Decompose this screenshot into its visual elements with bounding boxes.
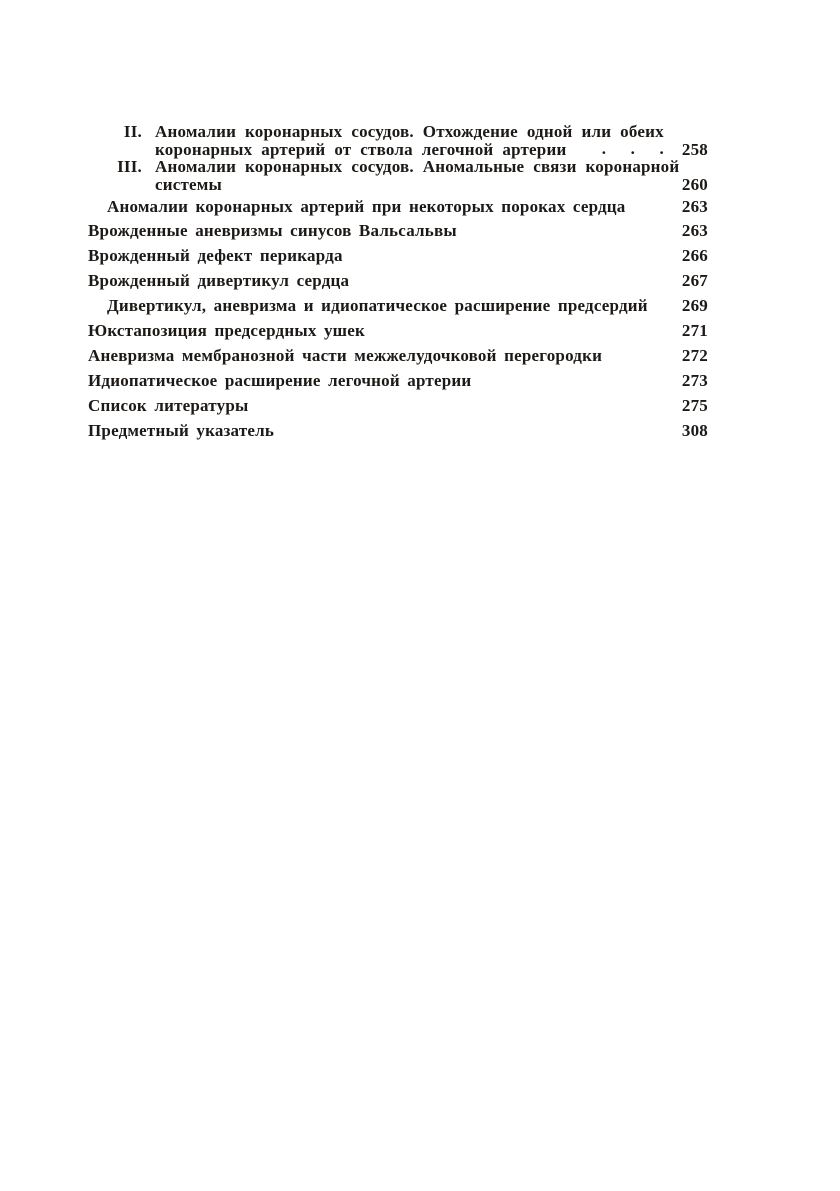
entry-title: Идиопатическое расширение легочной артерии <box>88 371 472 390</box>
entry-page-number: 258 <box>681 139 708 159</box>
entry-title: Врожденные аневризмы синусов Вальсальвы <box>88 221 457 240</box>
entry-title: Список литературы <box>88 396 249 415</box>
toc-entry-row <box>88 372 708 390</box>
entry-page-number: 269 <box>681 296 708 315</box>
toc-entry-row <box>88 422 708 440</box>
entry-title-line: Аномалии коронарных сосудов. Отхождение одной или обеих <box>155 122 664 141</box>
toc-entry-row <box>88 347 708 365</box>
entry-page-number: 267 <box>681 271 708 290</box>
entry-page-number: 263 <box>681 197 708 216</box>
toc-entry-row <box>88 158 708 193</box>
entry-page-number: 263 <box>681 221 708 240</box>
entry-title-line: системы <box>155 174 223 194</box>
entry-title-line: Аномалии коронарных сосудов. Аномальные связи коронарной <box>155 157 680 176</box>
toc-entry-row <box>88 198 708 216</box>
toc-entry-text-block <box>88 157 680 194</box>
entry-title: Юкстапозиция предсердных ушек <box>88 321 365 340</box>
toc-entry-row <box>88 297 708 315</box>
entry-roman-numeral: III. <box>117 157 142 176</box>
entry-title: Предметный указатель <box>88 421 275 440</box>
entry-page-number: 271 <box>681 321 708 340</box>
entry-page-number: 273 <box>681 371 708 390</box>
entry-page-number: 275 <box>681 396 708 415</box>
toc-entry-row <box>88 397 708 415</box>
toc-entry-row <box>88 222 708 240</box>
entry-page-number: 260 <box>681 174 708 194</box>
leader-dots: . . . <box>601 138 664 158</box>
entry-title: Аневризма мембранозной части межжелудочковой перегородки <box>88 346 603 365</box>
entry-title: Врожденный дивертикул сердца <box>88 271 350 290</box>
toc-entry-row <box>88 123 708 158</box>
toc-entry-row <box>88 322 708 340</box>
entry-page-number: 266 <box>681 246 708 265</box>
entry-page-number: 272 <box>681 346 708 365</box>
entry-title: Дивертикул, аневризма и идиопатическое расширение предсердий <box>107 296 648 315</box>
toc-entry-row <box>88 272 708 290</box>
entry-title: Аномалии коронарных артерий при некоторых пороках сердца <box>107 197 626 216</box>
toc-entry-text-block <box>88 123 674 158</box>
entry-page-number: 308 <box>681 421 708 440</box>
table-of-contents <box>88 123 708 440</box>
toc-entry-row <box>88 247 708 265</box>
entry-roman-numeral: II. <box>123 122 142 141</box>
entry-title-line: коронарных артерий от ствола легочной артерии <box>155 139 567 159</box>
entry-title: Врожденный дефект перикарда <box>88 246 343 265</box>
